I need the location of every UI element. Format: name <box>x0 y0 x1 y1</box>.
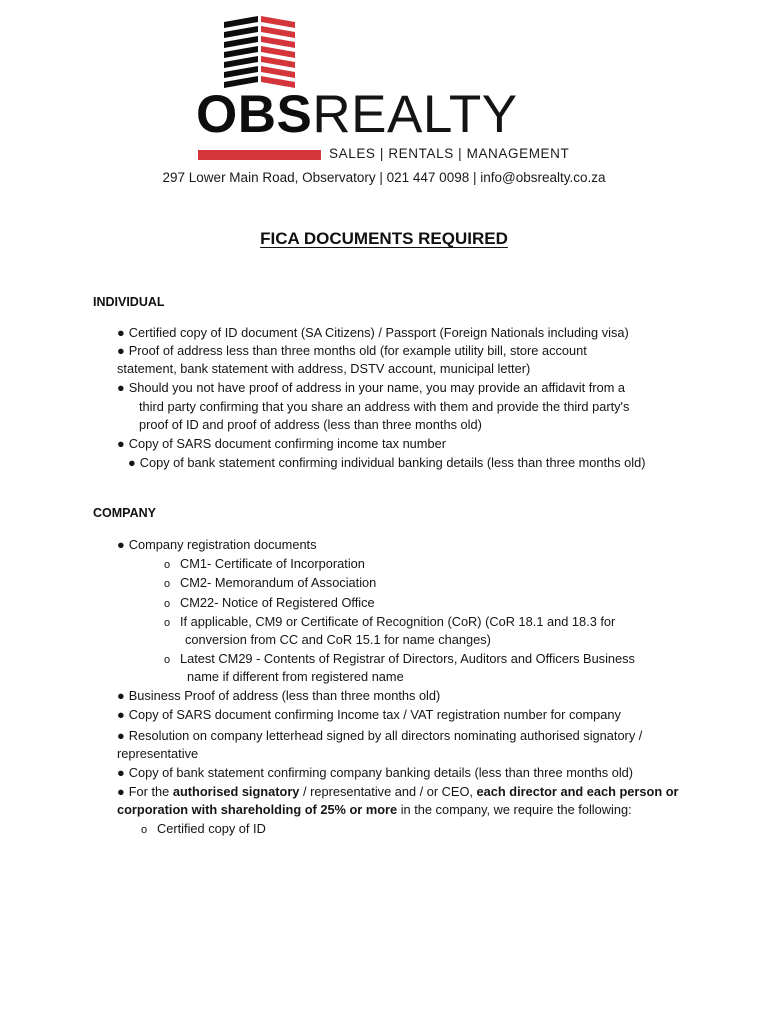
list-item-continuation: proof of ID and proof of address (less than three months old) <box>139 417 482 432</box>
sub-list-item-text: Latest CM29 - Contents of Registrar of Directors, Auditors and Officers Business <box>180 651 635 666</box>
sub-list-item-text: Certified copy of ID <box>157 821 266 836</box>
sub-list-item-continuation: conversion from CC and CoR 15.1 for name changes) <box>185 632 491 647</box>
circle-bullet-icon: o <box>164 598 171 610</box>
section-heading-company: COMPANY <box>93 506 156 520</box>
list-item-continuation <box>117 801 632 819</box>
list-item-text: Copy of bank statement confirming individual banking details (less than three months old) <box>139 455 646 470</box>
brand-tagline: SALES | RENTALS | MANAGEMENT <box>329 146 570 161</box>
list-item <box>117 379 625 397</box>
sub-list-item <box>164 594 375 613</box>
list-item-text: Copy of SARS document confirming Income tax / VAT registration number for company <box>128 707 621 722</box>
circle-bullet-icon: o <box>141 824 148 836</box>
list-item <box>117 783 679 801</box>
sub-list-item <box>164 613 615 632</box>
obs-realty-logo-icon <box>224 14 296 90</box>
bullet-icon: ● <box>117 728 125 743</box>
sub-list-item-text: If applicable, CM9 or Certificate of Recognition (CoR) (CoR 18.1 and 18.3 for <box>180 614 616 629</box>
list-item-text-part: For the <box>128 784 173 799</box>
sub-list-item-text: CM1- Certificate of Incorporation <box>180 556 365 571</box>
list-item-text-part: / representative and / or CEO, <box>299 784 477 799</box>
contact-details: 297 Lower Main Road, Observatory | 021 447 0098 | info@obsrealty.co.za <box>162 170 606 185</box>
circle-bullet-icon: o <box>164 617 171 629</box>
sub-list-item <box>141 820 266 839</box>
list-item-text-part: in the company, we require the following: <box>397 802 632 817</box>
bullet-icon: ● <box>117 436 125 451</box>
list-item-text-bold: corporation with shareholding of 25% or more <box>117 802 398 817</box>
list-item <box>128 454 646 472</box>
bullet-icon: ● <box>117 707 125 722</box>
brand-name-bold: OBS <box>196 85 313 144</box>
bullet-icon: ● <box>117 765 125 780</box>
list-item <box>117 706 621 724</box>
circle-bullet-icon: o <box>164 654 171 666</box>
bullet-icon: ● <box>117 343 125 358</box>
list-item-continuation: statement, bank statement with address, DSTV account, municipal letter) <box>117 361 531 376</box>
bullet-icon: ● <box>117 380 125 395</box>
section-heading-individual: INDIVIDUAL <box>93 295 165 309</box>
bullet-icon: ● <box>117 688 125 703</box>
list-item-text: Resolution on company letterhead signed by all directors nominating authorised signatory / <box>128 728 643 743</box>
brand-wordmark <box>196 86 518 144</box>
list-item-text: Company registration documents <box>128 537 317 552</box>
list-item <box>117 435 446 453</box>
list-item <box>117 536 317 554</box>
list-item-text: Copy of SARS document confirming income tax number <box>128 436 446 451</box>
list-item-continuation: representative <box>117 746 199 761</box>
list-item <box>117 324 629 342</box>
list-item-text: Certified copy of ID document (SA Citizens) / Passport (Foreign Nationals including visa) <box>128 325 629 340</box>
circle-bullet-icon: o <box>164 578 171 590</box>
sub-list-item-text: CM2- Memorandum of Association <box>180 575 377 590</box>
sub-list-item <box>164 650 635 669</box>
bullet-icon: ● <box>117 537 125 552</box>
bullet-icon: ● <box>117 325 125 340</box>
sub-list-item-text: CM22- Notice of Registered Office <box>180 595 375 610</box>
list-item <box>117 342 587 360</box>
list-item-text-bold: authorised signatory <box>172 784 300 799</box>
list-item-text: Should you not have proof of address in your name, you may provide an affidavit from a <box>128 380 626 395</box>
list-item-text-bold: each director and each person or <box>476 784 679 799</box>
list-item-continuation: third party confirming that you share an address with them and provide the third party's <box>139 399 630 414</box>
brand-name-light: REALTY <box>312 85 518 144</box>
list-item-text: Business Proof of address (less than three months old) <box>128 688 441 703</box>
brand-accent-bar <box>198 150 321 160</box>
list-item <box>117 764 633 782</box>
list-item <box>117 687 440 705</box>
sub-list-item <box>164 555 365 574</box>
list-item <box>117 727 642 745</box>
bullet-icon: ● <box>117 784 125 799</box>
list-item-text: Proof of address less than three months old (for example utility bill, store account <box>128 343 587 358</box>
sub-list-item <box>164 574 376 593</box>
circle-bullet-icon: o <box>164 559 171 571</box>
bullet-icon: ● <box>128 455 136 470</box>
sub-list-item-continuation: name if different from registered name <box>187 669 404 684</box>
list-item-text: Copy of bank statement confirming company banking details (less than three months old) <box>128 765 634 780</box>
document-title: FICA DOCUMENTS REQUIRED <box>260 229 508 248</box>
